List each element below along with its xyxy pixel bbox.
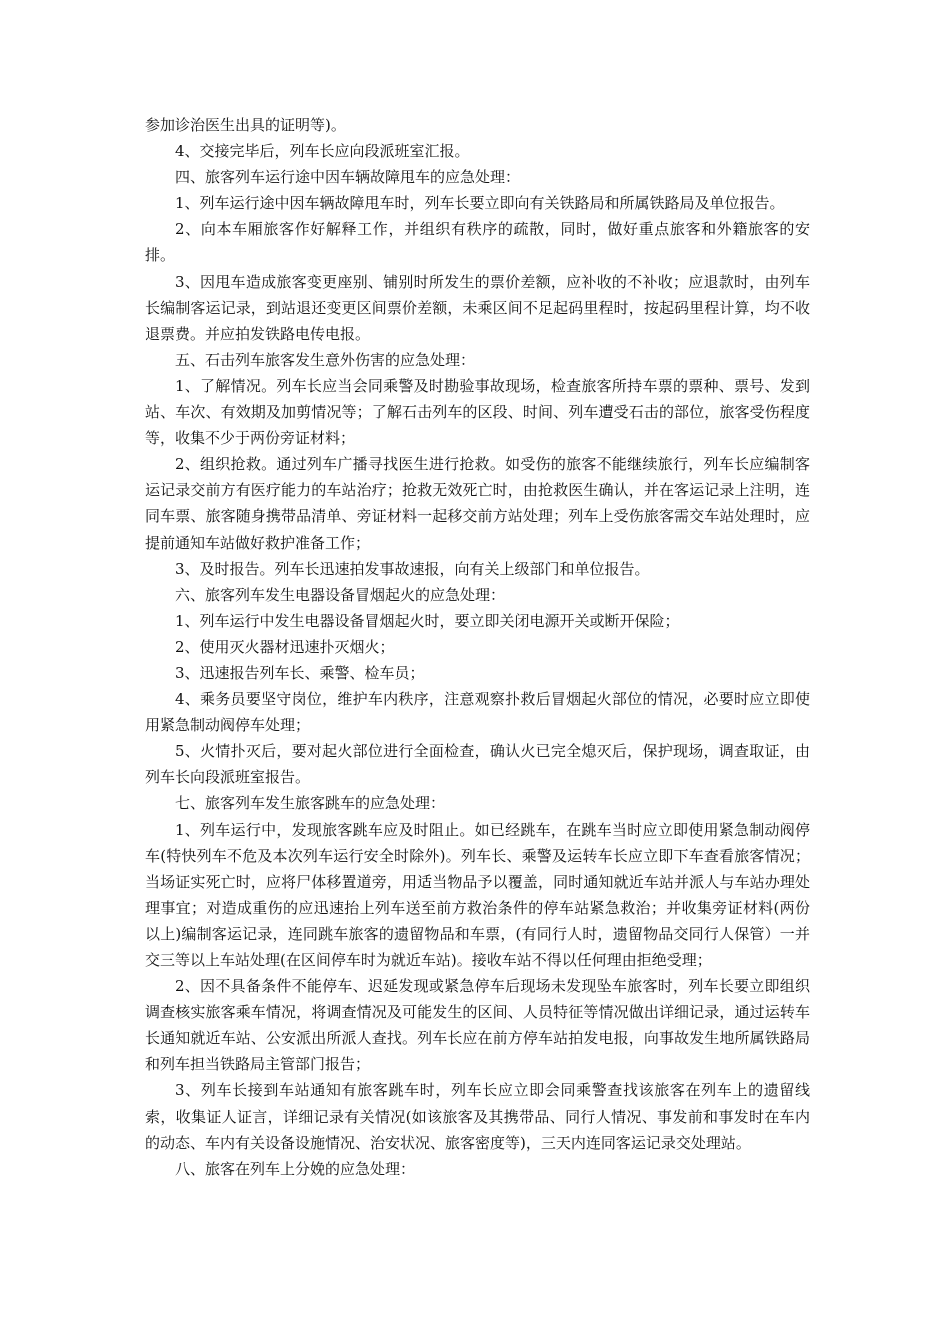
paragraph-1: 4、交接完毕后，列车长应向段派班室汇报。 <box>175 142 470 161</box>
paragraph-13: 3、迅速报告列车长、乘警、检车员； <box>175 663 425 682</box>
paragraph-0: 参加诊治医生出具的证明等)。 <box>145 116 346 134</box>
section-heading-8: 八、旅客在列车上分娩的应急处理： <box>175 1159 416 1178</box>
paragraph-12: 2、使用灭火器材迅速扑灭烟火； <box>175 637 395 656</box>
paragraph-14: 4、乘务员要坚守岗位，维护车内秩序，注意观察扑救后冒烟起火部位的情况，必要时应立即使用紧急制动阀停车处理； <box>145 690 810 735</box>
section-heading-7: 七、旅客列车发生旅客跳车的应急处理： <box>175 794 446 813</box>
paragraph-17: 1、列车运行中，发现旅客跳车应及时阻止。如已经跳车，在跳车当时应立即使用紧急制动阀停车(特快列车不危及本次列车运行安全时除外)。列车长、乘警及运转车长应立即下车查看旅客情况；当场证实死亡时，应将尸体移置道旁，用适当物品予以覆盖，同时通知就近车站并派人与车站办理处理事宜；对造成重伤的应迅速抬上列车送至前方救治条件的停车站紧急救治；并收集旁证材料(两份以上)编制客运记录，连同跳车旅客的遗留物品和车票，(有同行人时，遗留物品交同行人保管）一并交三等以上车站处理(在区间停车时为就近车站)。接收车站不得以任何理由拒绝受理； <box>145 820 810 969</box>
paragraph-4: 2、向本车厢旅客作好解释工作，并组织有秩序的疏散，同时，做好重点旅客和外籍旅客的安排。 <box>145 220 810 265</box>
section-heading-4: 四、旅客列车运行途中因车辆故障甩车的应急处理： <box>175 168 521 187</box>
paragraph-8: 2、组织抢救。通过列车广播寻找医生进行抢救。如受伤的旅客不能继续旅行，列车长应编制客运记录交前方有医疗能力的车站治疗；抢救无效死亡时，由抢救医生确认，并在客运记录上注明，连同车票、旅客随身携带品清单、旁证材料一起移交前方站处理；列车上受伤旅客需交车站处理时，应提前通知车站做好救护准备工作； <box>145 455 810 552</box>
paragraph-5: 3、因甩车造成旅客变更座别、铺别时所发生的票价差额，应补收的不补收；应退款时，由列车长编制客运记录，到站退还变更区间票价差额，未乘区间不足起码里程时，按起码里程计算，均不收退票费。并应拍发铁路电传电报。 <box>145 272 810 343</box>
paragraph-18: 2、因不具备条件不能停车、迟延发现或紧急停车后现场未发现坠车旅客时，列车长要立即组织调查核实旅客乘车情况，将调查情况及可能发生的区间、人员特征等情况做出详细记录，通过运转车长通知就近车站、公安派出所派人查找。列车长应在前方停车站拍发电报，向事故发生地所属铁路局和列车担当铁路局主管部门报告； <box>145 977 810 1074</box>
document-body <box>145 112 810 1182</box>
paragraph-11: 1、列车运行中发生电器设备冒烟起火时，要立即关闭电源开关或断开保险； <box>175 611 680 630</box>
paragraph-3: 1、列车运行途中因车辆故障甩车时，列车长要立即向有关铁路局和所属铁路局及单位报告。 <box>175 194 785 213</box>
paragraph-19: 3、列车长接到车站通知有旅客跳车时，列车长应立即会同乘警查找该旅客在列车上的遗留线索，收集证人证言，详细记录有关情况(如该旅客及其携带品、同行人情况、事发前和事发时在车内的动态、车内有关设备设施情况、治安状况、旅客密度等)，三天内连同客运记录交处理站。 <box>145 1081 810 1152</box>
paragraph-15: 5、火情扑灭后，要对起火部位进行全面检查，确认火已完全熄灭后，保护现场，调查取证，由列车长向段派班室报告。 <box>145 742 810 787</box>
section-heading-5: 五、石击列车旅客发生意外伤害的应急处理： <box>175 350 476 369</box>
paragraph-7: 1、了解情况。列车长应当会同乘警及时勘验事故现场，检查旅客所持车票的票种、票号、发到站、车次、有效期及加剪情况等；了解石击列车的区段、时间、列车遭受石击的部位，旅客受伤程度等，收集不少于两份旁证材料； <box>145 376 810 448</box>
paragraph-9: 3、及时报告。列车长迅速拍发事故速报，向有关上级部门和单位报告。 <box>175 559 650 578</box>
section-heading-6: 六、旅客列车发生电器设备冒烟起火的应急处理： <box>175 585 506 604</box>
